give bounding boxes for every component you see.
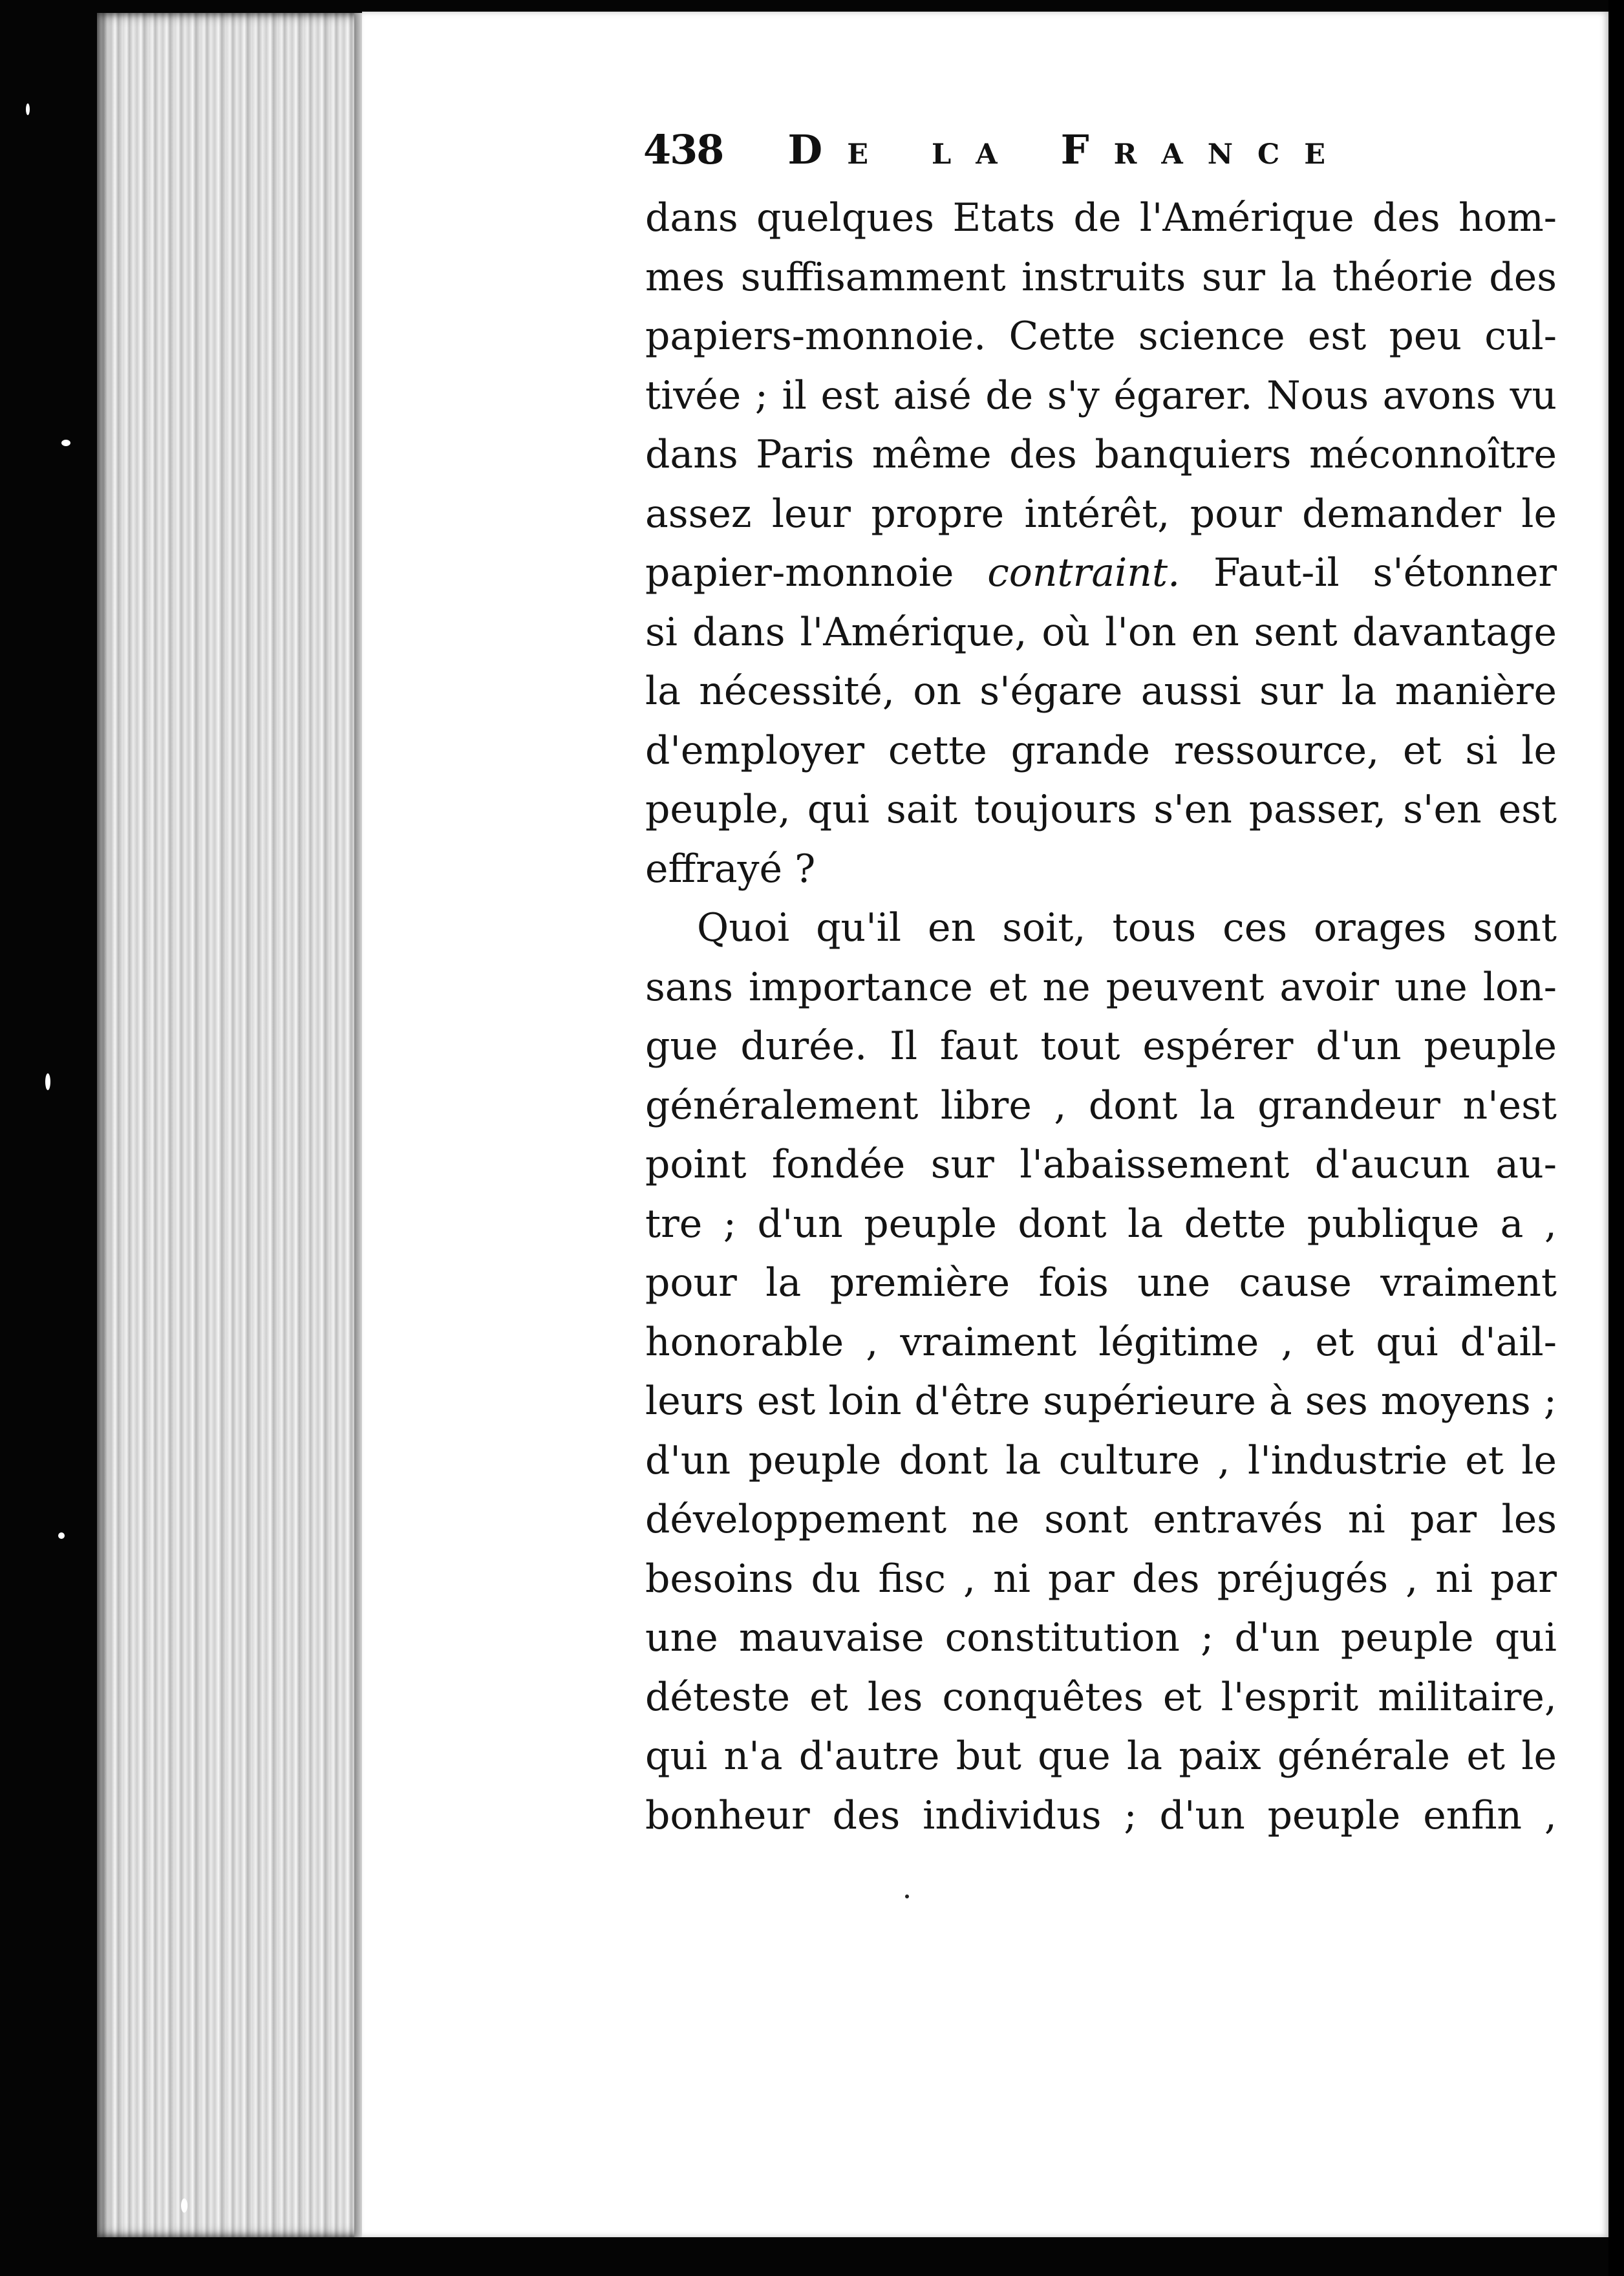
paragraph-2 (645, 899, 1557, 1845)
scan-speck (58, 1532, 65, 1539)
text-line: si dans l'Amérique, où l'on en sent davantage (645, 609, 1557, 655)
text-line: gue durée. Il faut tout espérer d'un peuple (645, 1024, 1557, 1069)
text-line: développement ne sont entravés ni par les (645, 1497, 1557, 1542)
text-line: déteste et les conquêtes et l'esprit militaire, (645, 1674, 1557, 1720)
text-line: peuple, qui sait toujours s'en passer, s'en est (645, 787, 1557, 832)
text-line: d'un peuple dont la culture , l'industrie et le (645, 1437, 1557, 1483)
text-line: papiers-monnoie. Cette science est peu cul- (645, 314, 1557, 359)
text-line: la nécessité, on s'égare aussi sur la manière (645, 669, 1557, 714)
scan-right-border (1608, 0, 1624, 2276)
body-text (645, 189, 1557, 1845)
book-page-edges (97, 13, 369, 2237)
scan-speck (45, 1073, 50, 1090)
text-line: une mauvaise constitution ; d'un peuple qui (645, 1615, 1557, 1660)
running-title-word: De (787, 126, 893, 173)
text-line: d'employer cette grande ressource, et si le (645, 727, 1557, 773)
text-line: dans quelques Etats de l'Amérique des hom- (645, 195, 1557, 241)
scan-speck (26, 103, 30, 115)
text-line: leurs est loin d'être supérieure à ses moyens ; (645, 1379, 1557, 1424)
text-line: pour la première fois une cause vraiment (645, 1260, 1557, 1305)
italic-word: contraint. (987, 550, 1181, 596)
scan-speck (181, 2198, 187, 2213)
text-line: honorable , vraiment légitime , et qui d'ail- (645, 1319, 1557, 1365)
text-line: tre ; d'un peuple dont la dette publique a , (645, 1201, 1557, 1247)
text-line: assez leur propre intérêt, pour demander le (645, 491, 1557, 537)
scan-speck (61, 440, 70, 446)
running-title-word: la (931, 126, 1022, 173)
text-line: point fondée sur l'abaissement d'aucun au- (645, 1142, 1557, 1187)
text-line-with-italic: papier-monnoie contraint. Faut-il s'étonner (645, 550, 1557, 596)
text-line: sans importance et ne peuvent avoir une lon- (645, 964, 1557, 1010)
text-line: besoins du fisc , ni par des préjugés , ni par (645, 1556, 1557, 1602)
scan-speck (905, 1895, 909, 1898)
text-line: Quoi qu'il en soit, tous ces orages sont (697, 905, 1557, 950)
running-title (787, 126, 1350, 173)
page-number: 438 (643, 126, 723, 173)
text-line: généralement libre , dont la grandeur n'est (645, 1082, 1557, 1128)
text-line: tivée ; il est aisé de s'y égarer. Nous avons vu (645, 372, 1557, 418)
running-head (643, 126, 1548, 184)
text-line: mes suffisamment instruits sur la théorie des (645, 254, 1557, 300)
running-title-word: France (1060, 126, 1350, 173)
paragraph-1 (645, 189, 1557, 899)
text-line: bonheur des individus ; d'un peuple enfin , (645, 1792, 1557, 1838)
text-line: effrayé ? (645, 846, 816, 892)
text-line: qui n'a d'autre but que la paix générale et le (645, 1734, 1557, 1779)
text-line: dans Paris même des banquiers méconnoître (645, 432, 1557, 477)
